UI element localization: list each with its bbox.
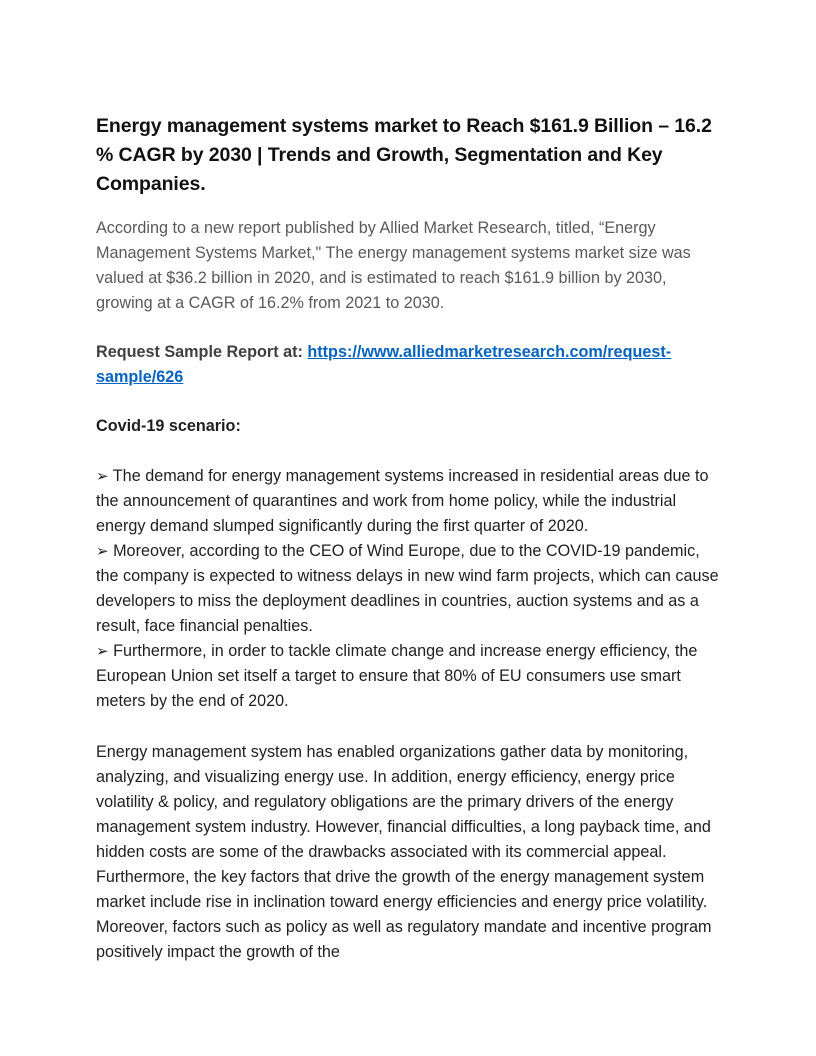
intro-paragraph: According to a new report published by Allied Market Research, titled, “Energy Management Systems Market," The energy management systems market size was valued at $36.2 billion in 2020, and is estimated to reach $161.9 billion by 2030, growing at a CAGR of 16.2% from 2021 to 2030. [96,219,691,312]
bullet-text: Moreover, according to the CEO of Wind Europe, due to the COVID-19 pandemic, the company is expected to witness delays in new wind farm projects, which can cause developers to miss the deployment deadlines in countries, auction systems and as a result, face financial penalties. [96,542,719,635]
article-title: Energy management systems market to Reach $161.9 Billion – 16.2 % CAGR by 2030 | Trends and Growth, Segmentation and Key Companies. [96,115,712,195]
arrow-bullet-icon: ➢ [96,467,109,485]
arrow-bullet-icon: ➢ [96,542,109,560]
request-sample-line [96,340,726,390]
covid-bullet-list [96,464,726,714]
bullet-text: Furthermore, in order to tackle climate change and increase energy efficiency, the European Union set itself a target to ensure that 80% of EU consumers use smart meters by the end of 2020. [96,642,698,710]
covid-heading: Covid-19 scenario: [96,417,241,435]
bullet-text: The demand for energy management systems increased in residential areas due to the announcement of quarantines and work from home policy, while the industrial energy demand slumped significantly during the first quarter of 2020. [96,467,709,535]
request-sample-label: Request Sample Report at: [96,343,308,361]
request-sample-link[interactable]: https://www.alliedmarketresearch.com/request-sample/626 [96,343,672,386]
list-item [96,539,726,639]
body-paragraph: Energy management system has enabled organizations gather data by monitoring, analyzing, and visualizing energy use. In addition, energy efficiency, energy price volatility & policy, and regulatory obligations are the primary drivers of the energy management system industry. However, financial difficulties, a long payback time, and hidden costs are some of the drawbacks associated with its commercial appeal. Furthermore, the key factors that drive the growth of the energy management system market include rise in inclination toward energy efficiencies and energy price volatility. Moreover, factors such as policy as well as regulatory mandate and incentive program positively impact the growth of the [96,743,712,961]
list-item [96,464,726,539]
arrow-bullet-icon: ➢ [96,642,109,660]
list-item [96,639,726,714]
